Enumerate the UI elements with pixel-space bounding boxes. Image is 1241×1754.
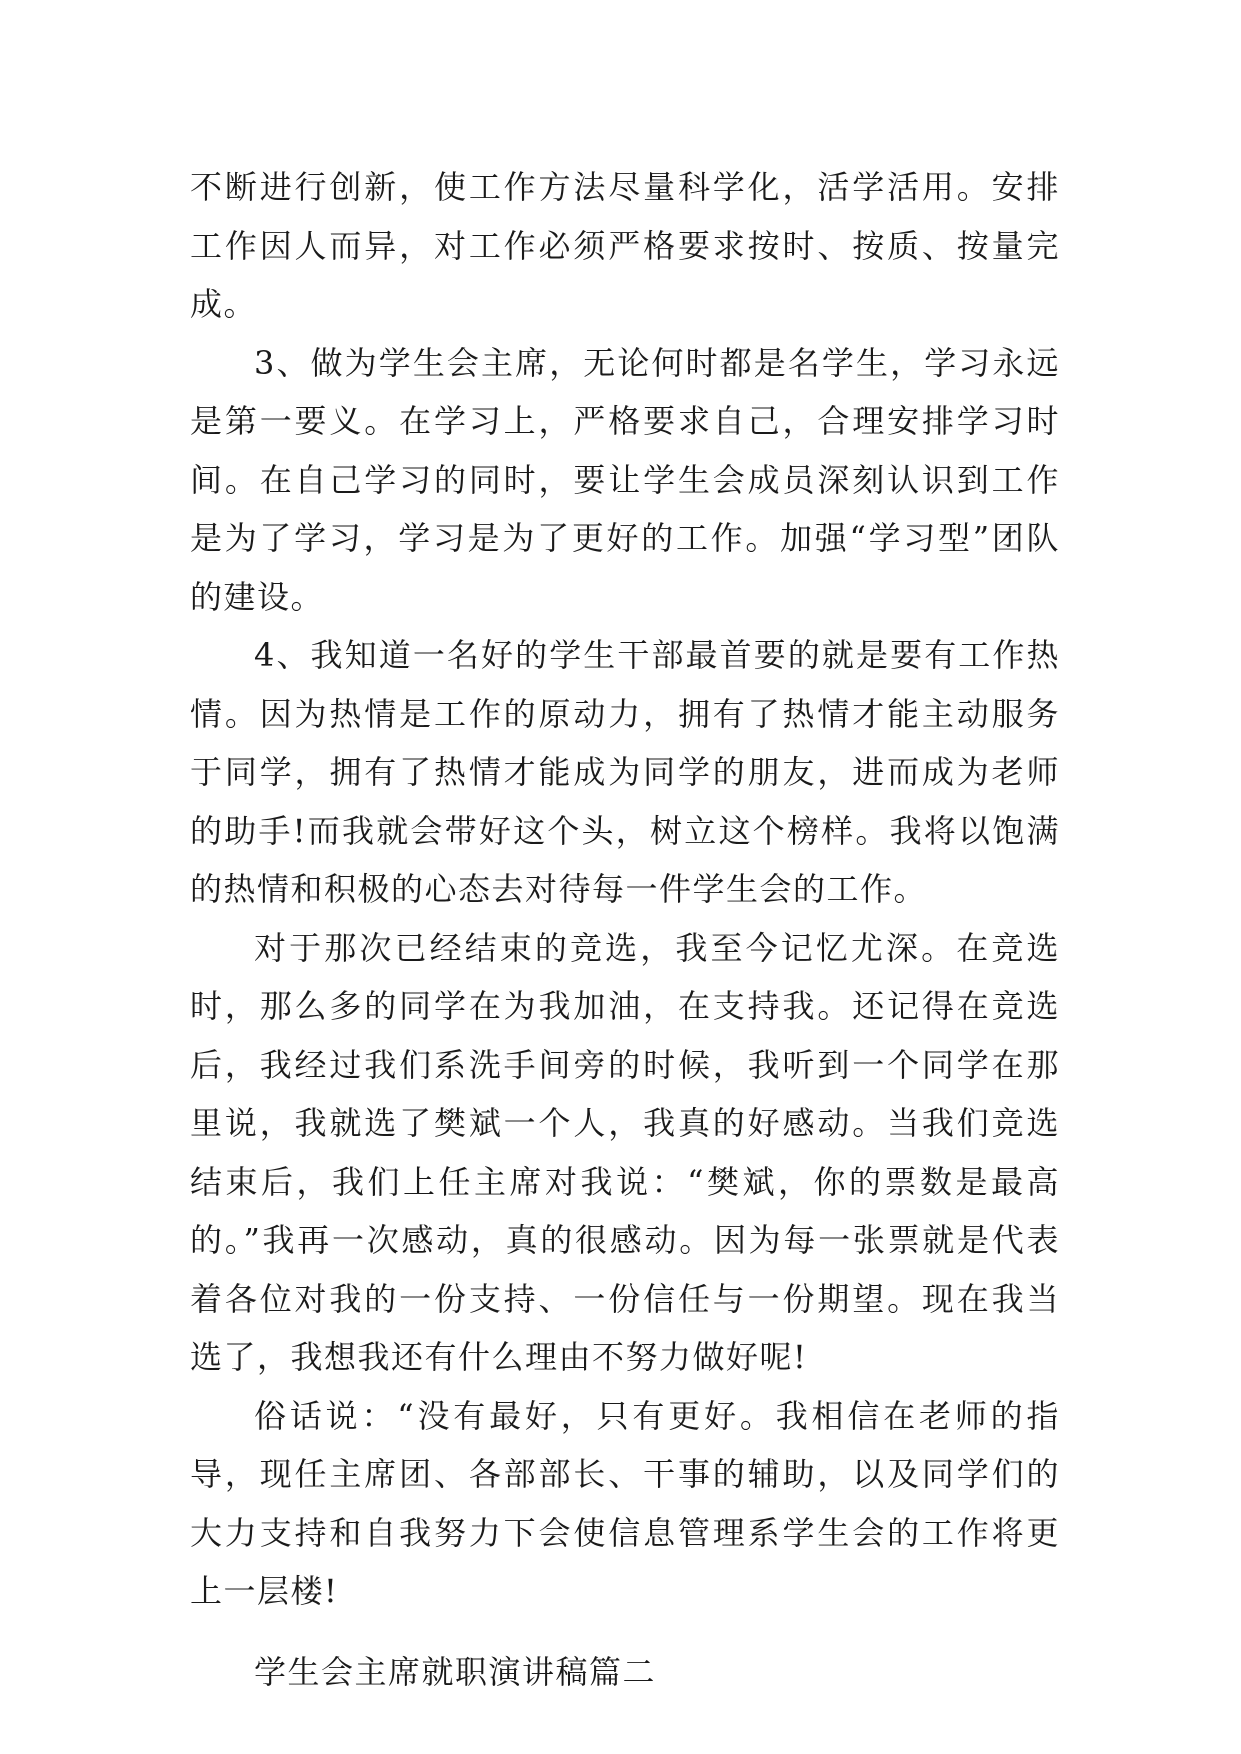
document-body (190, 158, 1060, 1701)
section-heading: 学生会主席就职演讲稿篇二 (254, 1652, 657, 1691)
paragraph-continued: 不断进行创新，使工作方法尽量科学化，活学活用。安排工作因人而异，对工作必须严格要求按时、按质、按量完成。 (190, 168, 1060, 323)
paragraph-closing: 俗话说：“没有最好，只有更好。我相信在老师的指导，现任主席团、各部部长、干事的辅助，以及同学们的大力支持和自我努力下会使信息管理系学生会的工作将更上一层楼! (190, 1396, 1060, 1610)
paragraph-item-4: 4、我知道一名好的学生干部最首要的就是要有工作热情。因为热情是工作的原动力，拥有了热情才能主动服务于同学，拥有了热情才能成为同学的朋友，进而成为老师的助手!而我就会带好这个头，树立这个榜样。我将以饱满的热情和积极的心态去对待每一件学生会的工作。 (190, 636, 1060, 908)
paragraph-election-memory: 对于那次已经结束的竞选，我至今记忆尤深。在竞选时，那么多的同学在为我加油，在支持我。还记得在竞选后，我经过我们系洗手间旁的时候，我听到一个同学在那里说，我就选了樊斌一个人，我真的好感动。当我们竞选结束后，我们上任主席对我说：“樊斌，你的票数是最高的。”我再一次感动，真的很感动。因为每一张票就是代表着各位对我的一份支持、一份信任与一份期望。现在我当选了，我想我还有什么理由不努力做好呢! (190, 928, 1060, 1376)
paragraph-item-3: 3、做为学生会主席，无论何时都是名学生，学习永远是第一要义。在学习上，严格要求自己，合理安排学习时间。在自己学习的同时，要让学生会成员深刻认识到工作是为了学习，学习是为了更好的工作。加强“学习型”团队的建设。 (190, 343, 1060, 616)
